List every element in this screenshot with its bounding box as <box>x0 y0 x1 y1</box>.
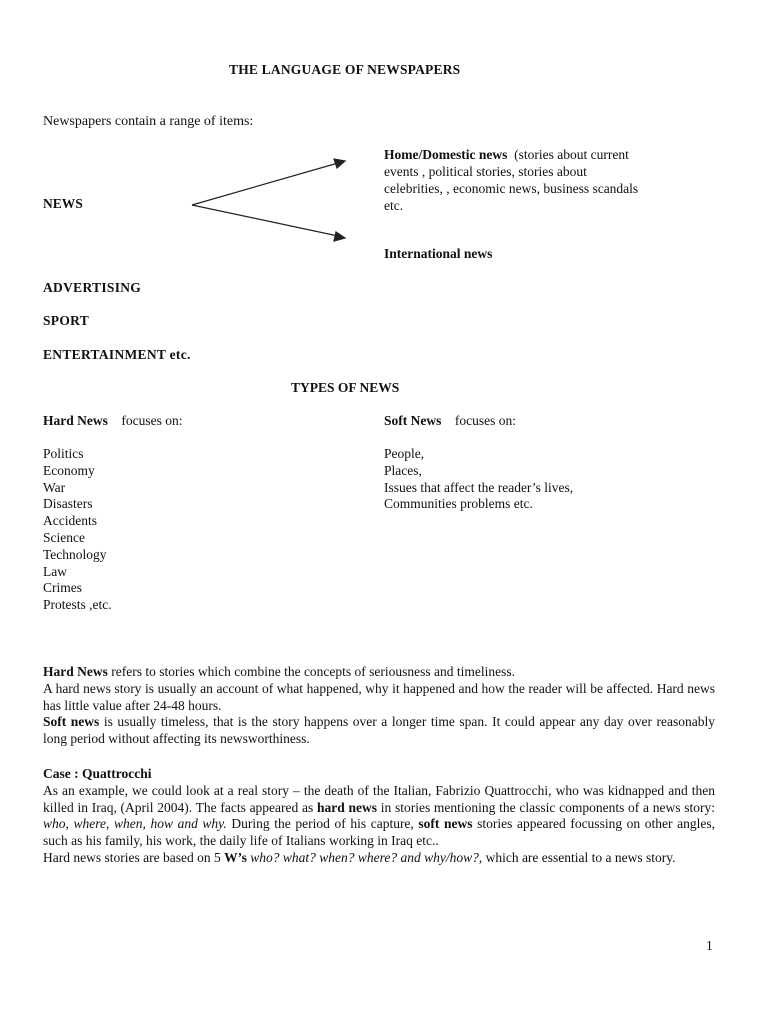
list-item: Disasters <box>43 496 93 512</box>
home-news-heading: Home/Domestic news <box>384 147 508 162</box>
emphasis: W’s <box>224 849 247 865</box>
list-item: Protests ,etc. <box>43 597 112 613</box>
hard-news-heading <box>43 413 183 429</box>
paragraph-text: Hard news stories are based on 5 <box>43 849 225 865</box>
list-item: People, <box>384 446 425 461</box>
arrow-to-home-news <box>192 163 338 205</box>
home-news-line: celebrities, , economic news, business scandals <box>384 181 639 196</box>
home-news-line: (stories about current <box>514 147 629 162</box>
soft-news-suffix: focuses on: <box>454 413 516 428</box>
news-label: NEWS <box>43 196 83 211</box>
arrowhead-lower <box>334 232 345 241</box>
soft-news-term: Soft news <box>43 714 100 730</box>
arrow-to-international-news <box>192 205 338 236</box>
home-news-line: etc. <box>384 198 404 213</box>
hard-news-suffix: focuses on: <box>121 413 183 428</box>
category-entertainment: ENTERTAINMENT etc. <box>43 347 191 362</box>
soft-news-heading <box>384 413 516 429</box>
case-heading: Case : Quattrocchi <box>43 766 152 781</box>
paragraph-text: A hard news story is usually an account of what happened, why it happened and how the reader will be affected. Hard news has little value after 24-48 hours. <box>43 680 715 713</box>
paragraph-text: in stories mentioning the classic components of a news story: <box>376 799 715 815</box>
hard-news-label: Hard News <box>43 413 108 428</box>
emphasis: hard news <box>316 799 377 815</box>
paragraph-text: stories appeared focussing on other angles, such as his family, his work, the daily life of Italians working in Iraq etc.. <box>43 816 716 849</box>
soft-news-list <box>384 446 573 513</box>
list-item: Technology <box>43 546 107 562</box>
paragraph-text: During the period of his capture, <box>226 816 419 832</box>
category-advertising: ADVERTISING <box>43 280 142 295</box>
types-of-news-heading: TYPES OF NEWS <box>291 380 400 395</box>
hard-news-list <box>43 446 112 614</box>
document-title: THE LANGUAGE OF NEWSPAPERS <box>229 62 461 77</box>
list-item: Crimes <box>43 580 82 596</box>
paragraph-text: is usually timeless, that is the story happens over a longer time span. It could appear any day over reasonably long period without affecting its newsworthiness. <box>43 714 715 747</box>
emphasis: soft news <box>418 816 473 832</box>
international-news-label: International news <box>384 246 493 261</box>
list-item: Accidents <box>43 513 97 529</box>
list-item: Places, <box>384 462 422 478</box>
paragraph-text: As an example, we could look at a real story – the death of the Italian, Fabrizio Quattrocchi, who was kidnapped and then killed in Iraq, (April 2004). The facts appeared as <box>43 782 715 815</box>
paragraph-text: which are essential to a news story. <box>482 849 676 865</box>
home-news-block <box>384 146 638 214</box>
list-item: Science <box>43 529 85 545</box>
arrowhead-upper <box>334 159 345 168</box>
list-item: Issues that affect the reader’s lives, <box>384 479 574 495</box>
category-sport: SPORT <box>43 313 90 328</box>
definitions-paragraph <box>43 664 715 748</box>
list-item: War <box>43 479 66 495</box>
list-item: Politics <box>43 446 84 461</box>
list-item: Law <box>43 563 67 579</box>
emphasis: who, where, when, how and why. <box>43 816 227 832</box>
home-news-line: events , political stories, stories about <box>384 164 587 179</box>
list-item: Economy <box>43 462 95 478</box>
soft-news-label: Soft News <box>384 413 442 428</box>
paragraph-text: refers to stories which combine the concepts of seriousness and timeliness. <box>107 664 516 679</box>
case-study-section <box>43 766 715 867</box>
emphasis: who? what? when? where? and why/how?, <box>250 849 483 865</box>
page-number: 1 <box>706 938 713 953</box>
hard-news-term: Hard News <box>43 664 108 679</box>
list-item: Communities problems etc. <box>384 496 533 512</box>
intro-text: Newspapers contain a range of items: <box>43 114 254 129</box>
